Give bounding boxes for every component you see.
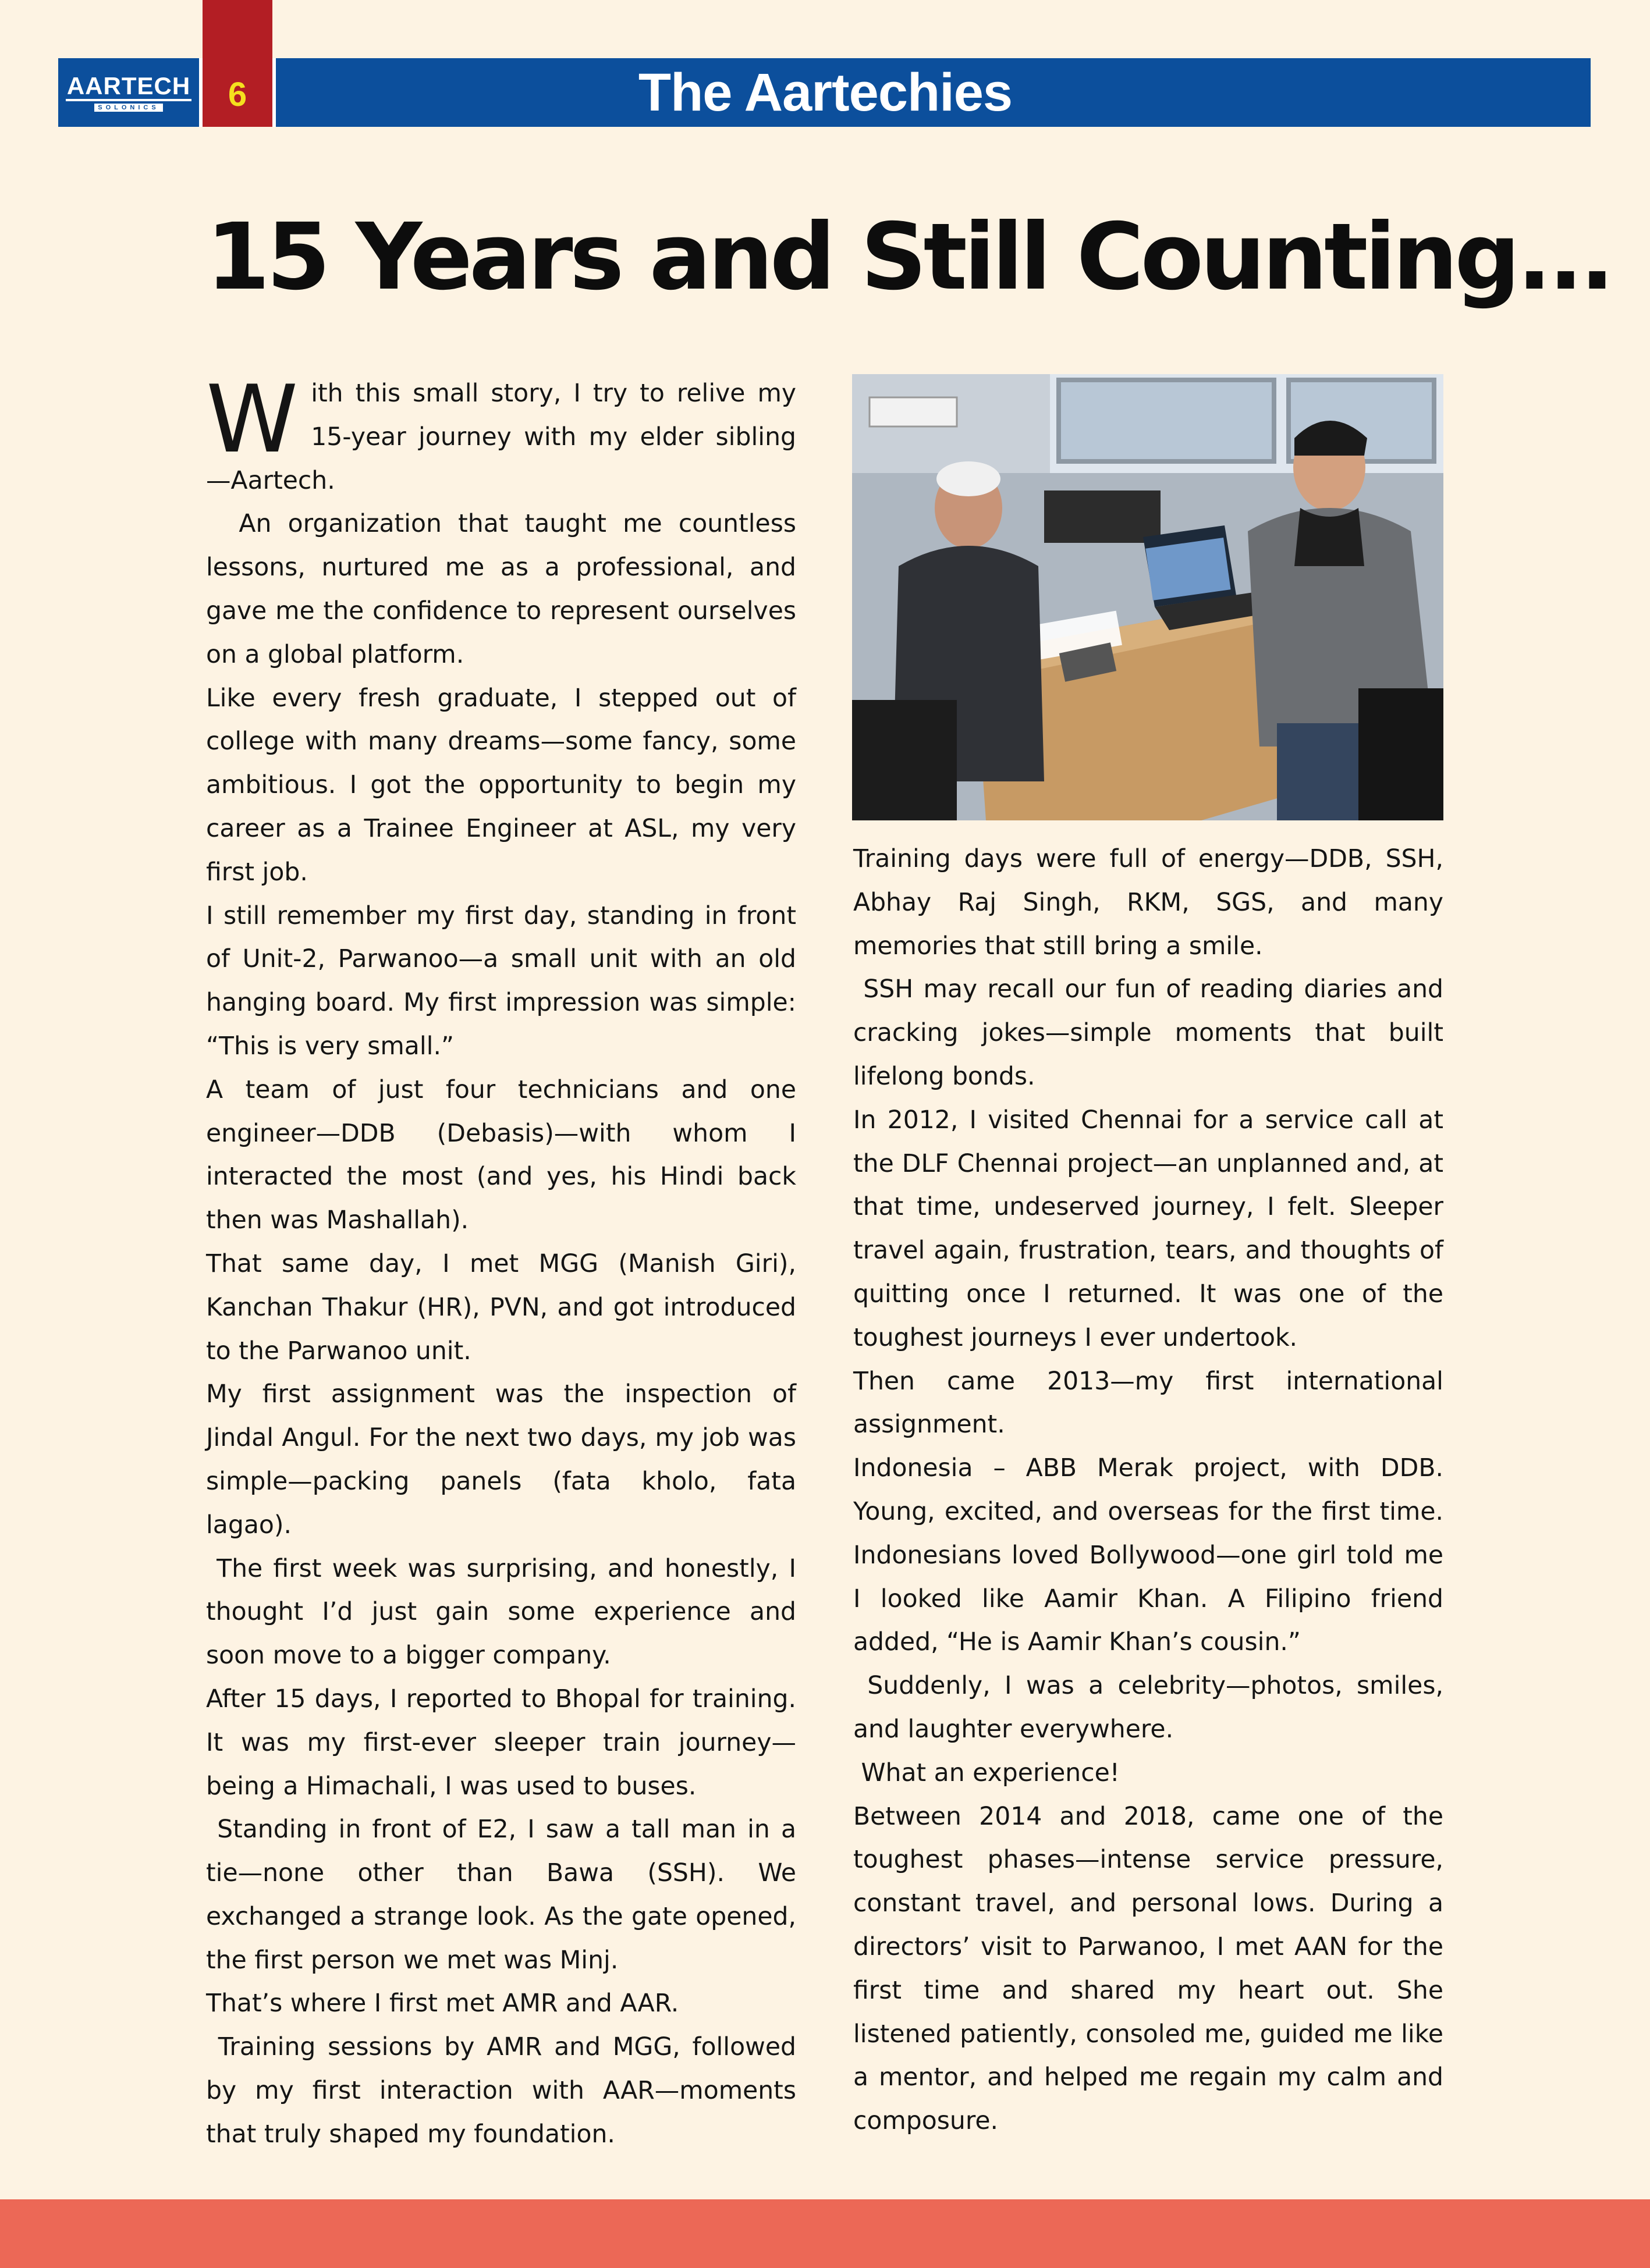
paragraph: A team of just four technicians and one engineer—DDB (Debasis)—with whom I interacted the most (and yes, his Hindi back then was Mashallah). bbox=[206, 1075, 796, 1235]
aartech-logo bbox=[58, 58, 199, 127]
article-left-column bbox=[206, 365, 796, 2157]
paragraph: Like every fresh graduate, I stepped out of college with many dreams—some fancy, some ambitious. I got the opportunity to begin my career as a Trainee Engineer at ASL, my very first job. bbox=[206, 684, 796, 887]
paragraph: I still remember my first day, standing in front of Unit-2, Parwanoo—a small unit with an old hanging board. My first impression was simple: “This is very small.” bbox=[206, 901, 796, 1061]
paragraph: In 2012, I visited Chennai for a service call at the DLF Chennai project—an unplanned and, at that time, undeserved journey, I felt. Sleeper travel again, frustration, tears, and thoughts of quitting once I returned. It was one of the toughest journeys I ever undertook. bbox=[853, 1105, 1443, 1352]
footer-bar bbox=[0, 2199, 1650, 2268]
page-number: 6 bbox=[228, 76, 247, 113]
article-title: 15 Years and Still Counting... bbox=[206, 204, 1612, 311]
paragraph: Training sessions by AMR and MGG, followed by my first interaction with AAR—moments that truly shaped my foundation. bbox=[206, 2033, 796, 2149]
paragraph: The first week was surprising, and honestly, I thought I’d just gain some experience and soon move to a bigger company. bbox=[206, 1554, 796, 1670]
paragraph: My first assignment was the inspection of Jindal Angul. For the next two days, my job was simple—packing panels (fata kholo, fata lagao). bbox=[206, 1380, 796, 1540]
article-right-column bbox=[853, 838, 1443, 2143]
office-photo-illustration bbox=[852, 374, 1443, 820]
paragraph: An organization that taught me countless lessons, nurtured me as a professional, and gave me the confidence to represent ourselves on a global platform. bbox=[206, 510, 796, 669]
paragraph: That’s where I first met AMR and AAR. bbox=[206, 1989, 679, 2018]
paragraph: Suddenly, I was a celebrity—photos, smiles, and laughter everywhere. bbox=[853, 1672, 1443, 1744]
paragraph: What an experience! bbox=[853, 1758, 1120, 1787]
paragraph: Then came 2013—my first international assignment. bbox=[853, 1367, 1443, 1439]
logo-wordmark: AARTECH bbox=[66, 73, 191, 101]
office-photo bbox=[852, 374, 1443, 820]
paragraph: Training days were full of energy—DDB, SSH, Abhay Raj Singh, RKM, SGS, and many memories that still bring a smile. bbox=[853, 845, 1443, 961]
paragraph: That same day, I met MGG (Manish Giri), Kanchan Thakur (HR), PVN, and got introduced to the Parwanoo unit. bbox=[206, 1249, 796, 1366]
paragraph: After 15 days, I reported to Bhopal for training. It was my first-ever sleeper train journey—being a Himachali, I was used to buses. bbox=[206, 1684, 796, 1801]
magazine-title: The Aartechies bbox=[638, 62, 1013, 122]
paragraph: Between 2014 and 2018, came one of the toughest phases—intense service pressure, constant travel, and personal lows. During a directors’ visit to Parwanoo, I met AAN for the first time and shared my heart out. She listened patiently, consoled me, guided me like a mentor, and helped me regain my calm and composure. bbox=[853, 1802, 1443, 2136]
paragraph: Indonesia – ABB Merak project, with DDB. Young, excited, and overseas for the first time. Indonesians loved Bollywood—one girl told me I looked like Aamir Khan. A Filipino friend added, “He is Aamir Khan’s cousin.” bbox=[853, 1454, 1443, 1657]
paragraph: Standing in front of E2, I saw a tall man in a tie—none other than Bawa (SSH). We exchanged a strange look. As the gate opened, the first person we met was Minj. bbox=[206, 1815, 796, 1975]
drop-cap: W bbox=[206, 365, 299, 474]
logo-subtitle: SOLONICS bbox=[94, 104, 162, 112]
paragraph: SSH may recall our fun of reading diaries and cracking jokes—simple moments that built lifelong bonds. bbox=[853, 975, 1443, 1091]
paragraph: ith this small story, I try to relive my 15-year journey with my elder sibling—Aartech. bbox=[206, 379, 796, 495]
